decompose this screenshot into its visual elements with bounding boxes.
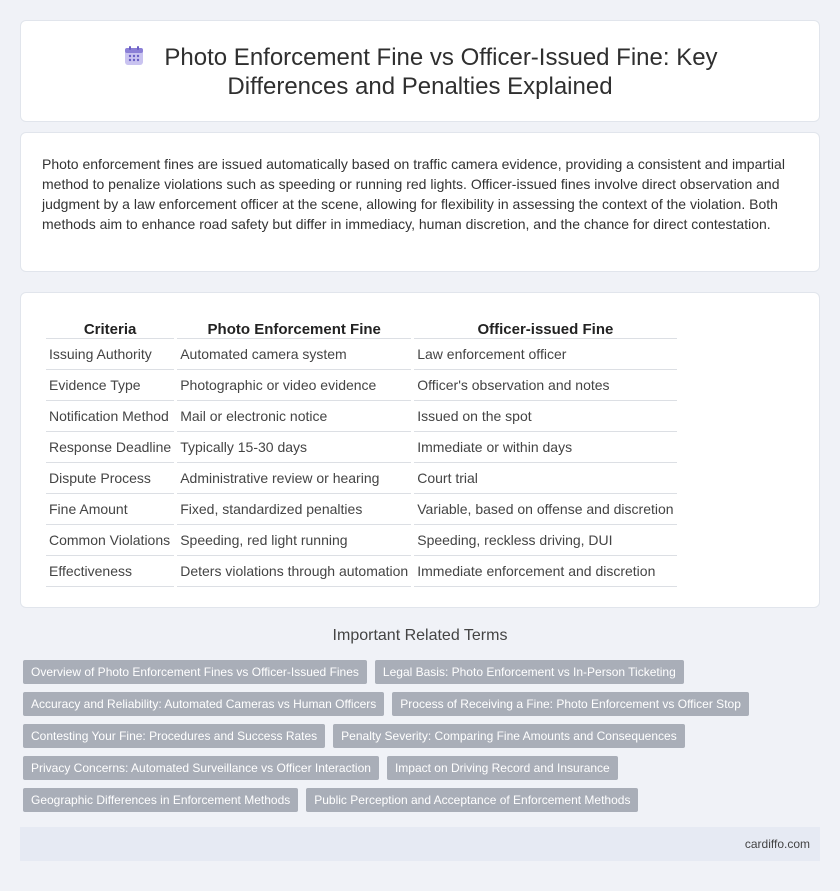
- row-photo: Deters violations through automation: [177, 556, 411, 587]
- row-officer: Immediate or within days: [414, 432, 676, 463]
- related-term-tag[interactable]: Penalty Severity: Comparing Fine Amounts and Consequences: [333, 724, 685, 748]
- related-term-tag[interactable]: Geographic Differences in Enforcement Methods: [23, 788, 298, 812]
- row-officer: Immediate enforcement and discretion: [414, 556, 676, 587]
- row-criteria: Evidence Type: [46, 370, 174, 401]
- related-term-tag[interactable]: Public Perception and Acceptance of Enforcement Methods: [306, 788, 638, 812]
- table-row: [46, 339, 677, 370]
- row-criteria: Dispute Process: [46, 463, 174, 494]
- table-row: [46, 463, 677, 494]
- page-title-text: Photo Enforcement Fine vs Officer-Issued Fine: Key Differences and Penalties Explained: [164, 44, 718, 100]
- row-photo: Automated camera system: [177, 339, 411, 370]
- related-term-tag[interactable]: Legal Basis: Photo Enforcement vs In-Person Ticketing: [375, 660, 684, 684]
- header-officer-issued: Officer-issued Fine: [414, 315, 676, 339]
- calendar-icon: [122, 44, 146, 68]
- intro-paragraph: Photo enforcement fines are issued automatically based on traffic camera evidence, providing a consistent and impartial method to penalize violations such as speeding or running red lights. Officer-issued fines involve direct observation and judgment by a law enforcement officer at the scene, allowing for flexibility in assessing the context of the violation. Both methods aim to enhance road safety but differ in immediacy, human discretion, and the chance for direct contestation.: [42, 156, 785, 232]
- table-row: [46, 556, 677, 587]
- related-term-tag[interactable]: Impact on Driving Record and Insurance: [387, 756, 618, 780]
- row-photo: Photographic or video evidence: [177, 370, 411, 401]
- header-photo-enforcement: Photo Enforcement Fine: [177, 315, 411, 339]
- footer: [20, 827, 820, 861]
- row-criteria: Fine Amount: [46, 494, 174, 525]
- row-officer: Speeding, reckless driving, DUI: [414, 525, 676, 556]
- related-term-tag[interactable]: Accuracy and Reliability: Automated Cameras vs Human Officers: [23, 692, 384, 716]
- related-term-tag[interactable]: Privacy Concerns: Automated Surveillance vs Officer Interaction: [23, 756, 379, 780]
- row-officer: Court trial: [414, 463, 676, 494]
- intro-card: [20, 132, 820, 272]
- comparison-table: [43, 315, 680, 587]
- page-title: [61, 43, 779, 101]
- row-photo: Typically 15-30 days: [177, 432, 411, 463]
- table-row: [46, 494, 677, 525]
- row-officer: Variable, based on offense and discretion: [414, 494, 676, 525]
- related-term-tag[interactable]: Contesting Your Fine: Procedures and Success Rates: [23, 724, 325, 748]
- row-photo: Speeding, red light running: [177, 525, 411, 556]
- row-criteria: Issuing Authority: [46, 339, 174, 370]
- row-criteria: Response Deadline: [46, 432, 174, 463]
- row-criteria: Notification Method: [46, 401, 174, 432]
- table-row: [46, 401, 677, 432]
- row-officer: Law enforcement officer: [414, 339, 676, 370]
- header-criteria: Criteria: [46, 315, 174, 339]
- related-terms-heading: Important Related Terms: [332, 627, 508, 644]
- row-officer: Officer's observation and notes: [414, 370, 676, 401]
- related-term-tag[interactable]: Overview of Photo Enforcement Fines vs Officer-Issued Fines: [23, 660, 367, 684]
- title-card: [20, 20, 820, 122]
- row-officer: Issued on the spot: [414, 401, 676, 432]
- row-photo: Mail or electronic notice: [177, 401, 411, 432]
- table-row: [46, 525, 677, 556]
- tag-row: [23, 660, 803, 684]
- row-photo: Administrative review or hearing: [177, 463, 411, 494]
- table-row: [46, 370, 677, 401]
- table-header-row: [46, 315, 677, 339]
- table-row: [46, 432, 677, 463]
- tag-row: [23, 788, 803, 812]
- footer-site-link[interactable]: cardiffo.com: [744, 837, 810, 851]
- tag-row: [23, 692, 803, 716]
- tag-row: [23, 756, 803, 780]
- comparison-table-card: [20, 292, 820, 608]
- related-term-tag[interactable]: Process of Receiving a Fine: Photo Enforcement vs Officer Stop: [392, 692, 749, 716]
- row-criteria: Common Violations: [46, 525, 174, 556]
- related-terms-list: [23, 660, 803, 820]
- row-photo: Fixed, standardized penalties: [177, 494, 411, 525]
- row-criteria: Effectiveness: [46, 556, 174, 587]
- tag-row: [23, 724, 803, 748]
